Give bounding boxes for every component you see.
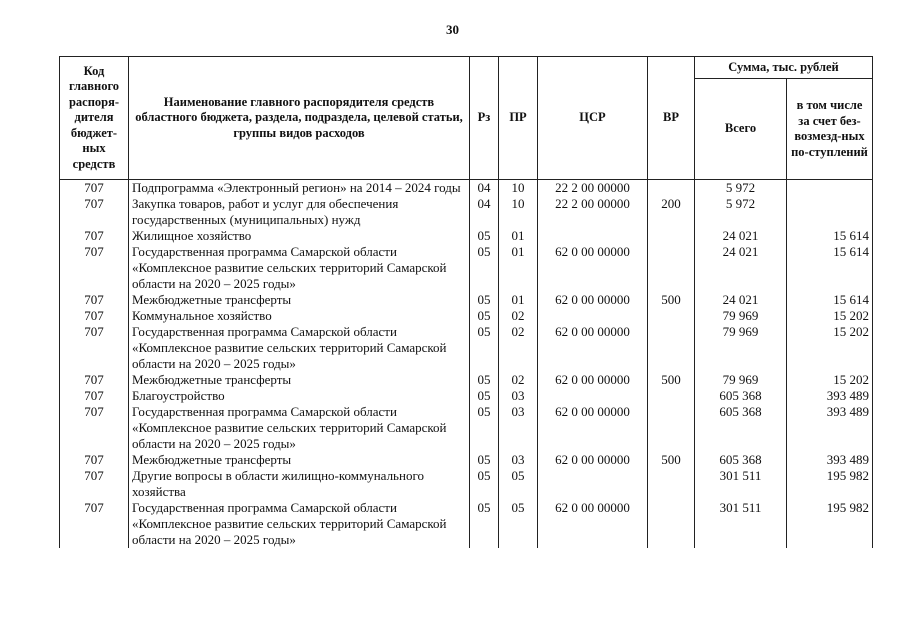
cell-pr: 02 — [499, 372, 538, 388]
cell-name: Подпрограмма «Электронный регион» на 2014 – 2024 годы — [129, 180, 470, 197]
cell-pr: 05 — [499, 500, 538, 548]
cell-name: Государственная программа Самарской области «Комплексное развитие сельских территорий Самарской области на 2020 – 2025 годы» — [129, 324, 470, 372]
cell-vr — [648, 308, 695, 324]
cell-rz: 05 — [470, 244, 499, 292]
cell-free: 15 202 — [787, 324, 873, 372]
cell-total: 605 368 — [695, 452, 787, 468]
cell-rz: 05 — [470, 292, 499, 308]
cell-code: 707 — [60, 308, 129, 324]
cell-rz: 05 — [470, 324, 499, 372]
cell-name: Межбюджетные трансферты — [129, 452, 470, 468]
cell-vr — [648, 404, 695, 452]
header-sum: Сумма, тыс. рублей — [695, 57, 873, 79]
page-number: 30 — [446, 22, 459, 37]
cell-rz: 04 — [470, 196, 499, 228]
cell-rz: 05 — [470, 468, 499, 500]
cell-csr: 62 0 00 00000 — [538, 324, 648, 372]
cell-pr: 03 — [499, 452, 538, 468]
cell-total: 24 021 — [695, 228, 787, 244]
cell-code: 707 — [60, 324, 129, 372]
cell-total: 79 969 — [695, 324, 787, 372]
cell-vr — [648, 180, 695, 197]
cell-pr: 01 — [499, 244, 538, 292]
cell-code: 707 — [60, 244, 129, 292]
cell-name: Межбюджетные трансферты — [129, 372, 470, 388]
table-row — [60, 324, 873, 372]
table-row — [60, 452, 873, 468]
cell-code: 707 — [60, 372, 129, 388]
header-total: Всего — [695, 79, 787, 180]
cell-rz: 05 — [470, 388, 499, 404]
cell-total: 24 021 — [695, 244, 787, 292]
cell-csr — [538, 468, 648, 500]
cell-free: 15 614 — [787, 244, 873, 292]
cell-csr: 62 0 00 00000 — [538, 500, 648, 548]
table-row — [60, 244, 873, 292]
cell-pr: 10 — [499, 180, 538, 197]
cell-rz: 05 — [470, 404, 499, 452]
table-row — [60, 388, 873, 404]
cell-csr: 62 0 00 00000 — [538, 292, 648, 308]
cell-csr: 62 0 00 00000 — [538, 372, 648, 388]
cell-free: 393 489 — [787, 452, 873, 468]
cell-pr: 03 — [499, 388, 538, 404]
cell-pr: 03 — [499, 404, 538, 452]
cell-name: Закупка товаров, работ и услуг для обеспечения государственных (муниципальных) нужд — [129, 196, 470, 228]
cell-vr — [648, 228, 695, 244]
cell-rz: 04 — [470, 180, 499, 197]
cell-total: 24 021 — [695, 292, 787, 308]
table-row — [60, 292, 873, 308]
cell-name: Коммунальное хозяйство — [129, 308, 470, 324]
cell-total: 605 368 — [695, 404, 787, 452]
cell-rz: 05 — [470, 308, 499, 324]
cell-vr: 500 — [648, 452, 695, 468]
cell-free: 15 614 — [787, 228, 873, 244]
cell-vr — [648, 500, 695, 548]
cell-rz: 05 — [470, 452, 499, 468]
budget-table — [59, 56, 873, 548]
cell-csr: 62 0 00 00000 — [538, 452, 648, 468]
table-row — [60, 196, 873, 228]
cell-pr: 05 — [499, 468, 538, 500]
cell-name: Государственная программа Самарской области «Комплексное развитие сельских территорий Самарской области на 2020 – 2025 годы» — [129, 500, 470, 548]
cell-csr: 62 0 00 00000 — [538, 404, 648, 452]
cell-name: Государственная программа Самарской области «Комплексное развитие сельских территорий Самарской области на 2020 – 2025 годы» — [129, 404, 470, 452]
cell-name: Межбюджетные трансферты — [129, 292, 470, 308]
cell-code: 707 — [60, 468, 129, 500]
cell-total: 5 972 — [695, 180, 787, 197]
cell-code: 707 — [60, 452, 129, 468]
cell-code: 707 — [60, 404, 129, 452]
cell-vr: 200 — [648, 196, 695, 228]
cell-total: 301 511 — [695, 468, 787, 500]
cell-total: 301 511 — [695, 500, 787, 548]
cell-pr: 02 — [499, 308, 538, 324]
cell-total: 605 368 — [695, 388, 787, 404]
cell-name: Жилищное хозяйство — [129, 228, 470, 244]
header-rz: Рз — [470, 57, 499, 180]
cell-pr: 01 — [499, 292, 538, 308]
cell-pr: 10 — [499, 196, 538, 228]
cell-name: Другие вопросы в области жилищно-коммунального хозяйства — [129, 468, 470, 500]
table-row — [60, 308, 873, 324]
cell-free: 195 982 — [787, 468, 873, 500]
cell-free: 15 202 — [787, 372, 873, 388]
cell-vr — [648, 324, 695, 372]
table-row — [60, 228, 873, 244]
cell-rz: 05 — [470, 372, 499, 388]
cell-free: 195 982 — [787, 500, 873, 548]
cell-rz: 05 — [470, 228, 499, 244]
cell-csr — [538, 308, 648, 324]
cell-pr: 02 — [499, 324, 538, 372]
cell-vr: 500 — [648, 292, 695, 308]
table-row — [60, 372, 873, 388]
cell-vr — [648, 388, 695, 404]
cell-code: 707 — [60, 228, 129, 244]
table-row — [60, 468, 873, 500]
cell-free: 393 489 — [787, 404, 873, 452]
cell-free: 393 489 — [787, 388, 873, 404]
cell-csr: 22 2 00 00000 — [538, 180, 648, 197]
cell-csr — [538, 228, 648, 244]
cell-name: Благоустройство — [129, 388, 470, 404]
cell-code: 707 — [60, 292, 129, 308]
table-row — [60, 180, 873, 197]
header-pr: ПР — [499, 57, 538, 180]
cell-code: 707 — [60, 196, 129, 228]
cell-rz: 05 — [470, 500, 499, 548]
cell-vr — [648, 468, 695, 500]
cell-vr: 500 — [648, 372, 695, 388]
cell-csr: 62 0 00 00000 — [538, 244, 648, 292]
cell-name: Государственная программа Самарской области «Комплексное развитие сельских территорий Самарской области на 2020 – 2025 годы» — [129, 244, 470, 292]
header-code: Код главного распоря-дителя бюджет-ных средств — [60, 57, 129, 180]
cell-total: 5 972 — [695, 196, 787, 228]
cell-total: 79 969 — [695, 308, 787, 324]
cell-free: 15 202 — [787, 308, 873, 324]
cell-pr: 01 — [499, 228, 538, 244]
cell-csr: 22 2 00 00000 — [538, 196, 648, 228]
cell-code: 707 — [60, 500, 129, 548]
table-row — [60, 500, 873, 548]
header-name: Наименование главного распорядителя средств областного бюджета, раздела, подраздела, целевой статьи, группы видов расходов — [129, 57, 470, 180]
header-csr: ЦСР — [538, 57, 648, 180]
cell-vr — [648, 244, 695, 292]
cell-total: 79 969 — [695, 372, 787, 388]
cell-free: 15 614 — [787, 292, 873, 308]
cell-free — [787, 180, 873, 197]
header-vr: ВР — [648, 57, 695, 180]
cell-free — [787, 196, 873, 228]
cell-code: 707 — [60, 180, 129, 197]
cell-csr — [538, 388, 648, 404]
table-row — [60, 404, 873, 452]
cell-code: 707 — [60, 388, 129, 404]
header-free: в том числе за счет без-возмезд-ных по-ступлений — [787, 79, 873, 180]
